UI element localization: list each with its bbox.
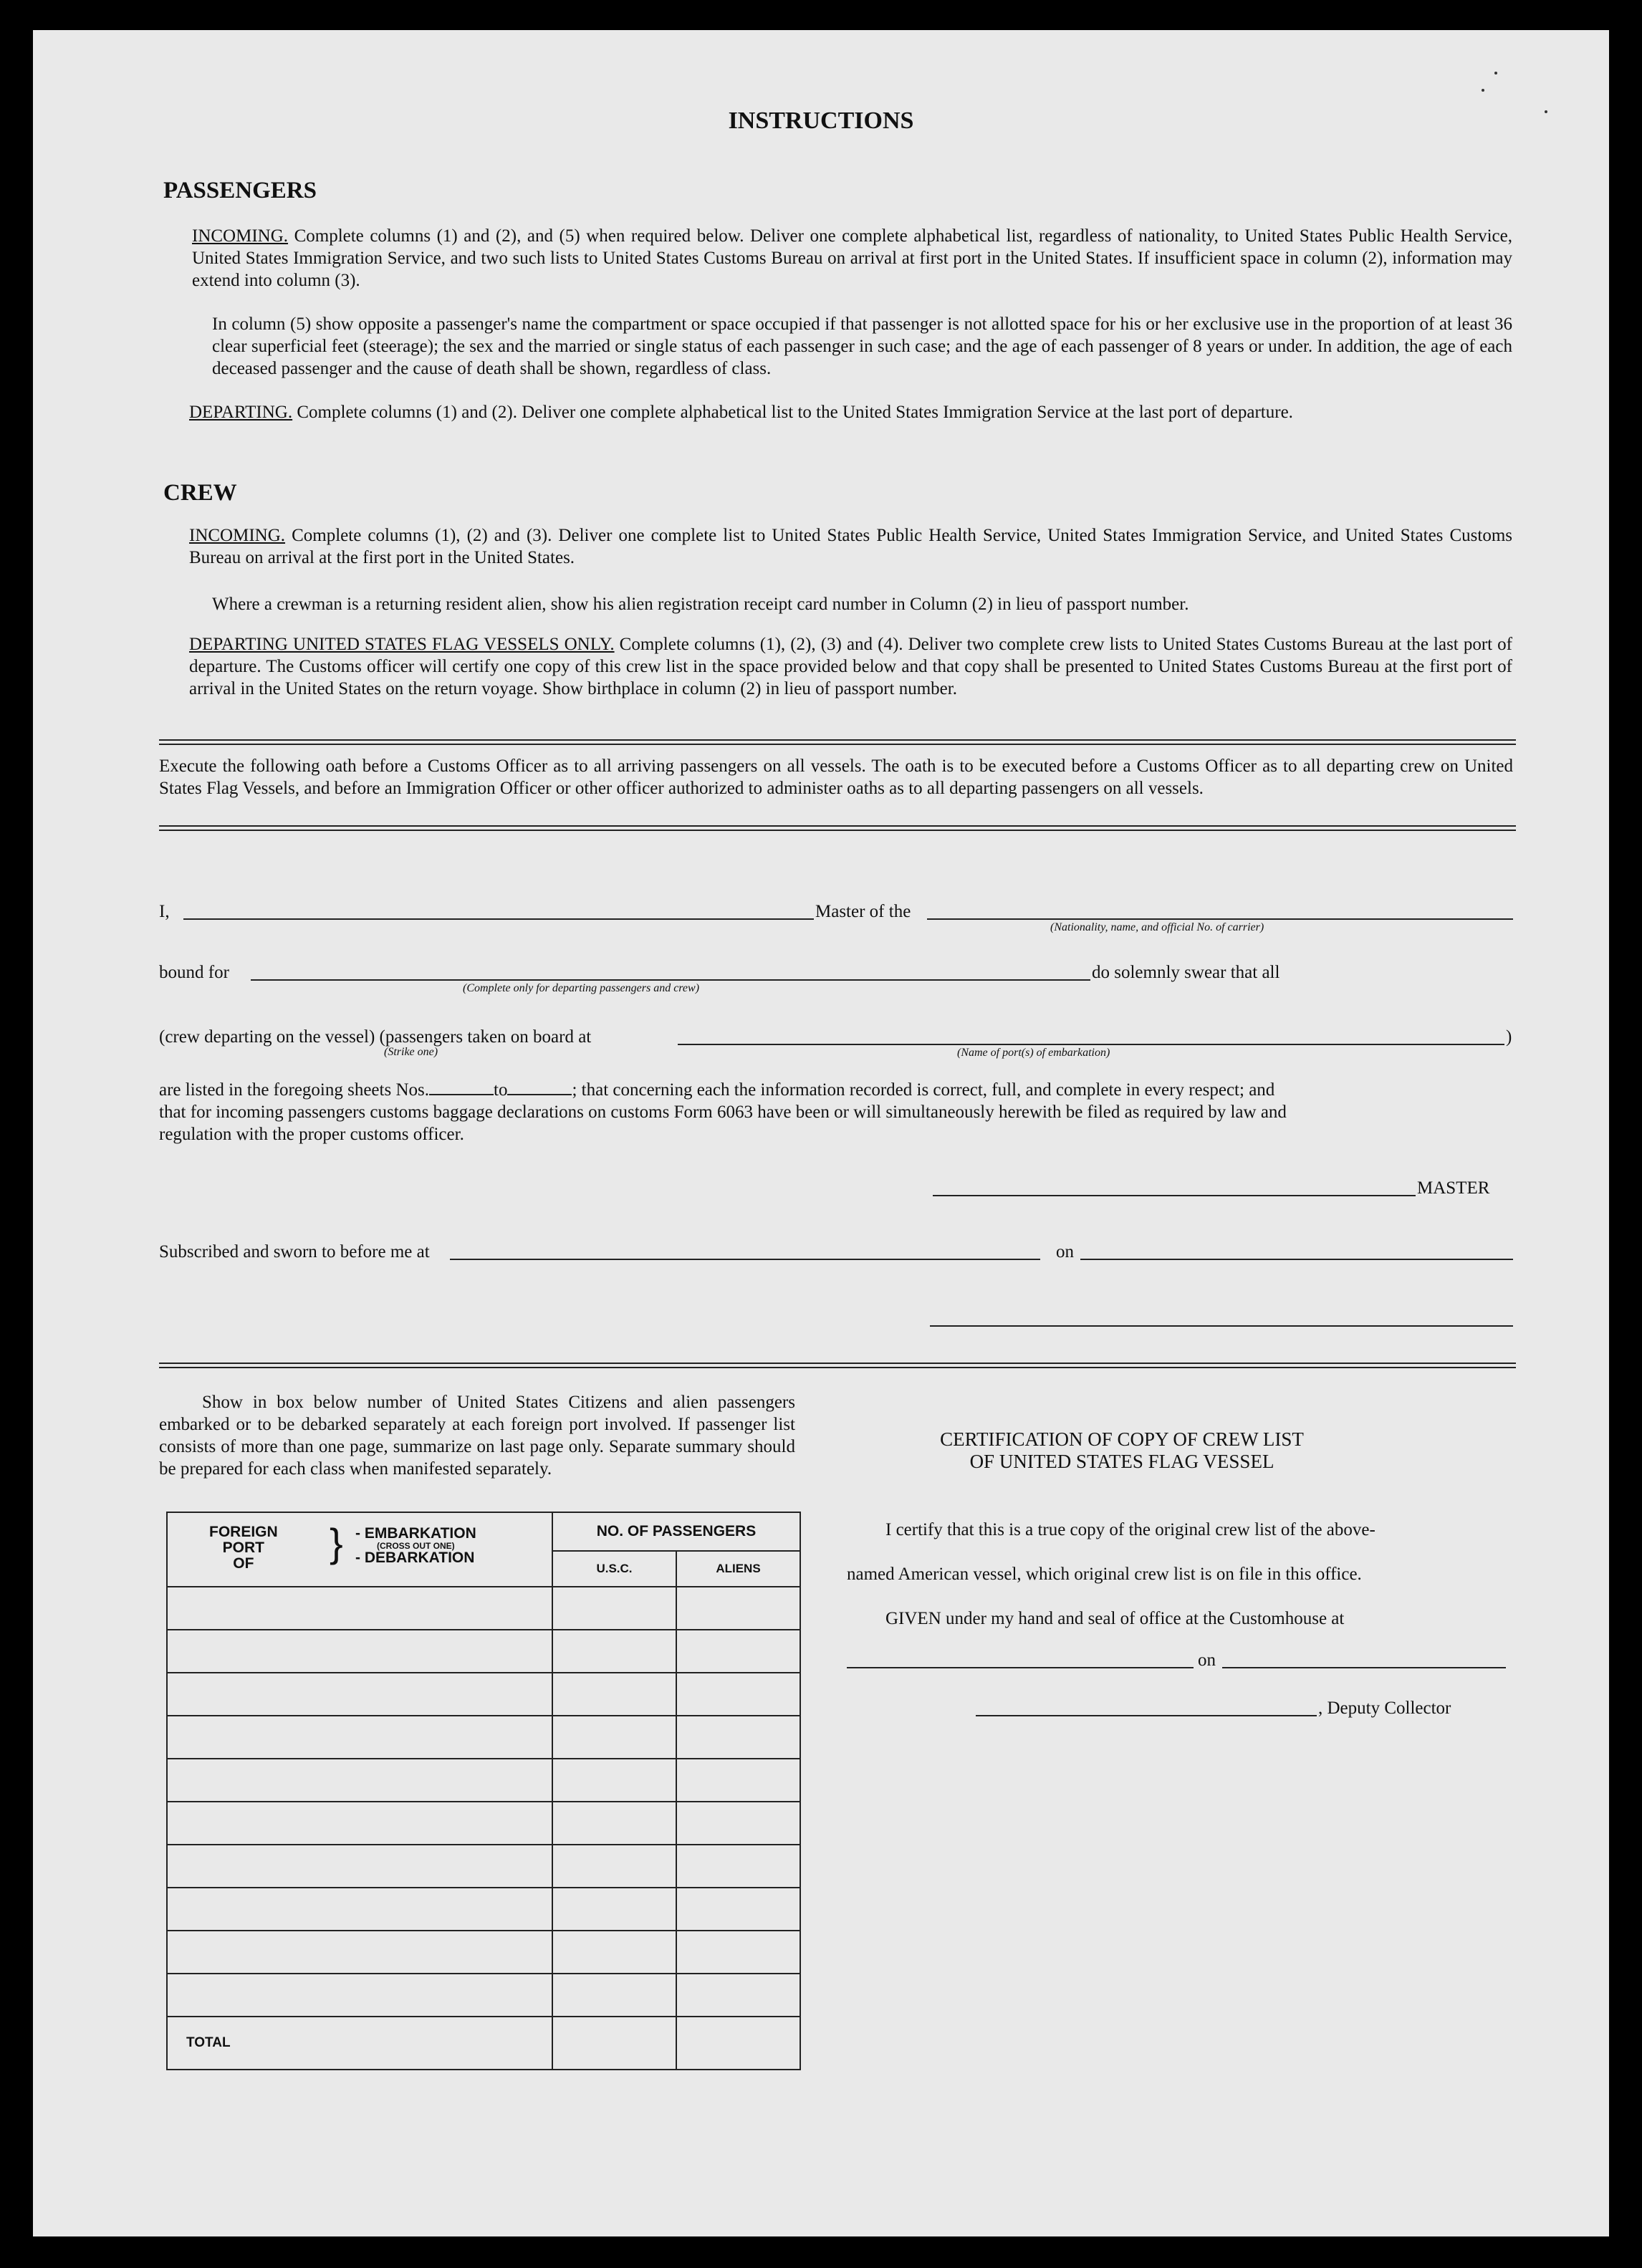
- aliens-cell[interactable]: [676, 1587, 800, 1630]
- bound-for-caption: (Complete only for departing passengers and crew): [463, 982, 700, 994]
- aliens-cell[interactable]: [676, 1931, 800, 1974]
- aliens-cell[interactable]: [676, 1716, 800, 1759]
- usc-cell[interactable]: [552, 1759, 676, 1802]
- section-divider: [159, 1363, 1516, 1368]
- port-cell[interactable]: [167, 1888, 552, 1931]
- speck-mark: [1494, 72, 1497, 75]
- swear-label: do solemnly swear that all: [1092, 963, 1280, 982]
- summary-row: [167, 1845, 800, 1888]
- subscribed-label: Subscribed and sworn to before me at: [159, 1242, 430, 1262]
- total-port-cell[interactable]: [167, 2017, 552, 2070]
- listed-line-4: regulation with the proper customs officer.: [159, 1125, 464, 1144]
- passengers-incoming-paragraph: [192, 225, 1512, 292]
- no-of-passengers-header: NO. OF PASSENGERS: [553, 1513, 800, 1552]
- port-cell[interactable]: [167, 1759, 552, 1802]
- usc-cell[interactable]: [552, 1845, 676, 1888]
- speck-mark: [1482, 89, 1484, 92]
- certification-title-line1: CERTIFICATION OF COPY OF CREW LIST: [940, 1428, 1304, 1450]
- aliens-cell[interactable]: [676, 1974, 800, 2017]
- master-signature-field[interactable]: [933, 1195, 1416, 1196]
- embark-debark-labels: [355, 1526, 476, 1566]
- section-divider: [159, 739, 1516, 745]
- certification-title-line2: OF UNITED STATES FLAG VESSEL: [969, 1451, 1274, 1472]
- listed-text-1: are listed in the foregoing sheets Nos.: [159, 1080, 429, 1100]
- master-label: MASTER: [1417, 1178, 1490, 1198]
- of-label: OF: [233, 1555, 254, 1572]
- passengers-incoming-text: Complete columns (1) and (2), and (5) when required below. Deliver one complete alphabetical list, regardless of nationality, to United States Public Health Service, United States Immigration Service, and two such lists to United States Customs Bureau on arrival at first port in the United States. If insufficient space in column (2), information may extend into column (3).: [192, 226, 1513, 290]
- passengers-heading: PASSENGERS: [163, 178, 317, 203]
- aliens-cell[interactable]: [676, 1802, 800, 1845]
- passengers-departing-paragraph: [189, 401, 1512, 423]
- port-cell[interactable]: [167, 1587, 552, 1630]
- foreign-label: FOREIGN: [209, 1524, 278, 1540]
- port-cell[interactable]: [167, 1974, 552, 2017]
- crew-departing-paragraph: [189, 633, 1512, 700]
- usc-cell[interactable]: [552, 1974, 676, 2017]
- listed-line-1: [159, 1079, 1274, 1101]
- usc-cell[interactable]: [552, 2017, 676, 2070]
- passengers-departing-label: DEPARTING.: [189, 403, 293, 422]
- port-header-cell: [167, 1512, 552, 1587]
- deputy-signature-field[interactable]: [976, 1715, 1317, 1716]
- sheet-from-field[interactable]: [429, 1094, 494, 1095]
- embarkation-label: - EMBARKATION: [355, 1525, 476, 1542]
- deputy-collector-label: , Deputy Collector: [1318, 1698, 1451, 1718]
- usc-cell[interactable]: [552, 1802, 676, 1845]
- usc-cell[interactable]: [552, 1888, 676, 1931]
- port-cell[interactable]: [167, 1802, 552, 1845]
- usc-cell[interactable]: [552, 1587, 676, 1630]
- section-divider: [159, 825, 1516, 831]
- summary-row: [167, 1759, 800, 1802]
- summary-row: [167, 1716, 800, 1759]
- strike-one-caption: (Strike one): [384, 1046, 438, 1058]
- sworn-date-field[interactable]: [1080, 1259, 1513, 1260]
- listed-to-text: to: [494, 1080, 508, 1100]
- cross-out-label: (CROSS OUT ONE): [377, 1541, 455, 1551]
- customhouse-field[interactable]: [847, 1667, 1194, 1668]
- port-cell[interactable]: [167, 1931, 552, 1974]
- aliens-cell[interactable]: [676, 1845, 800, 1888]
- crew-passengers-label: (crew departing on the vessel) (passengers taken on board at: [159, 1027, 592, 1047]
- summary-row: [167, 1587, 800, 1630]
- brace-symbol: }: [330, 1520, 343, 1565]
- crew-incoming-text: Complete columns (1), (2) and (3). Deliver one complete list to United States Public Health Service, United States Immigration Service, and United States Customs Bureau on arrival at the first port in the United States.: [189, 526, 1512, 567]
- crew-incoming-paragraph: [189, 524, 1512, 569]
- carrier-caption: (Nationality, name, and official No. of carrier): [1050, 921, 1264, 933]
- crew-heading: CREW: [163, 480, 237, 506]
- listed-text-2: ; that concerning each the information recorded is correct, full, and complete in every respect; and: [572, 1080, 1275, 1100]
- page-title: INSTRUCTIONS: [728, 107, 914, 134]
- certification-title: [864, 1428, 1380, 1473]
- passengers-incoming-label: INCOMING.: [192, 226, 289, 246]
- passengers-departing-text: Complete columns (1) and (2). Deliver one complete alphabetical list to the United States Immigration Service at the last port of departure.: [297, 403, 1293, 422]
- usc-cell[interactable]: [552, 1673, 676, 1716]
- summary-row: [167, 1630, 800, 1673]
- certification-text-2: named American vessel, which original crew list is on file in this office.: [847, 1565, 1362, 1584]
- officer-signature-field[interactable]: [930, 1325, 1513, 1327]
- port-cell[interactable]: [167, 1673, 552, 1716]
- debarkation-label: - DEBARKATION: [355, 1549, 475, 1566]
- foreign-port-of: [209, 1524, 278, 1572]
- embarkation-ports-field[interactable]: [678, 1044, 1504, 1045]
- ports-caption: (Name of port(s) of embarkation): [957, 1047, 1110, 1059]
- summary-rows: [167, 1587, 800, 2070]
- sheet-to-field[interactable]: [507, 1094, 572, 1095]
- passengers-header-cell: [552, 1512, 800, 1587]
- master-name-field[interactable]: [183, 918, 814, 920]
- cert-on-label: on: [1198, 1650, 1216, 1670]
- bound-for-field[interactable]: [251, 979, 1090, 981]
- sworn-on-label: on: [1056, 1242, 1074, 1262]
- usc-cell[interactable]: [552, 1716, 676, 1759]
- port-cell[interactable]: [167, 1716, 552, 1759]
- total-label: TOTAL: [186, 2035, 231, 2050]
- port-cell[interactable]: [167, 1630, 552, 1673]
- listed-line-3: that for incoming passengers customs baggage declarations on customs Form 6063 have been or will simultaneously herewith be filed as required by law and: [159, 1102, 1287, 1122]
- summary-row: [167, 2017, 800, 2070]
- usc-header: U.S.C.: [553, 1552, 677, 1586]
- aliens-header: ALIENS: [716, 1562, 761, 1575]
- usc-cell[interactable]: [552, 1931, 676, 1974]
- given-text: GIVEN under my hand and seal of office at the Customhouse at: [885, 1609, 1345, 1628]
- port-label: PORT: [222, 1539, 264, 1556]
- aliens-cell[interactable]: [676, 2017, 800, 2070]
- form-sheet: [33, 30, 1609, 2236]
- usc-cell[interactable]: [552, 1630, 676, 1673]
- summary-row: [167, 1802, 800, 1845]
- crew-incoming-label: INCOMING.: [189, 526, 286, 545]
- summary-intro: Show in box below number of United States Citizens and alien passengers embarked or to be debarked separately at each foreign port involved. If passenger list consists of more than one page, summarize on last page only. Separate summary should be prepared for each class when manifested separately.: [159, 1393, 795, 1479]
- sworn-location-field[interactable]: [450, 1259, 1040, 1260]
- cert-date-field[interactable]: [1222, 1667, 1506, 1668]
- summary-row: [167, 1974, 800, 2017]
- bound-for-label: bound for: [159, 963, 229, 982]
- close-paren: ): [1506, 1027, 1512, 1047]
- crew-departing-label: DEPARTING UNITED STATES FLAG VESSELS ONLY.: [189, 635, 615, 654]
- carrier-field[interactable]: [927, 918, 1513, 920]
- aliens-cell[interactable]: [676, 1673, 800, 1716]
- summary-row: [167, 1888, 800, 1931]
- crew-departing-text: Complete columns (1), (2), (3) and (4). Deliver two complete crew lists to United States Customs Bureau at the last port of departure. The Customs officer will certify one copy of this crew list in the space provided below and that copy shall be presented to United States Customs Bureau at the first port of arrival in the United States on the return voyage. Show birthplace in column (2) in lieu of passport number.: [189, 635, 1513, 698]
- port-cell[interactable]: [167, 1845, 552, 1888]
- oath-i-label: I,: [159, 902, 170, 921]
- aliens-cell[interactable]: [676, 1888, 800, 1931]
- column5-paragraph: In column (5) show opposite a passenger's name the compartment or space occupied if that passenger is not allotted space for his or her exclusive use in the proportion of at least 36 clear superficial feet (steerage); the sex and the married or single status of each passenger in such case; and the age of each passenger of 8 years or under. In addition, the age of each deceased passenger and the cause of death shall be shown, regardless of class.: [212, 314, 1512, 378]
- aliens-cell[interactable]: [676, 1630, 800, 1673]
- passenger-summary-table: [166, 1512, 801, 2070]
- certification-text-1: I certify that this is a true copy of the original crew list of the above-: [885, 1520, 1375, 1539]
- aliens-cell[interactable]: [676, 1759, 800, 1802]
- summary-row: [167, 1931, 800, 1974]
- summary-row: [167, 1673, 800, 1716]
- oath-intro-paragraph: Execute the following oath before a Customs Officer as to all arriving passengers on all vessels. The oath is to be executed before a Customs Officer as to all departing crew on United States Flag Vessels, and before an Immigration Officer or other officer authorized to administer oaths as to all departing passengers on all vessels.: [159, 756, 1513, 798]
- master-of-the-label: Master of the: [815, 902, 911, 921]
- crew-resident-paragraph: Where a crewman is a returning resident alien, show his alien registration receipt card number in Column (2) in lieu of passport number.: [212, 595, 1189, 614]
